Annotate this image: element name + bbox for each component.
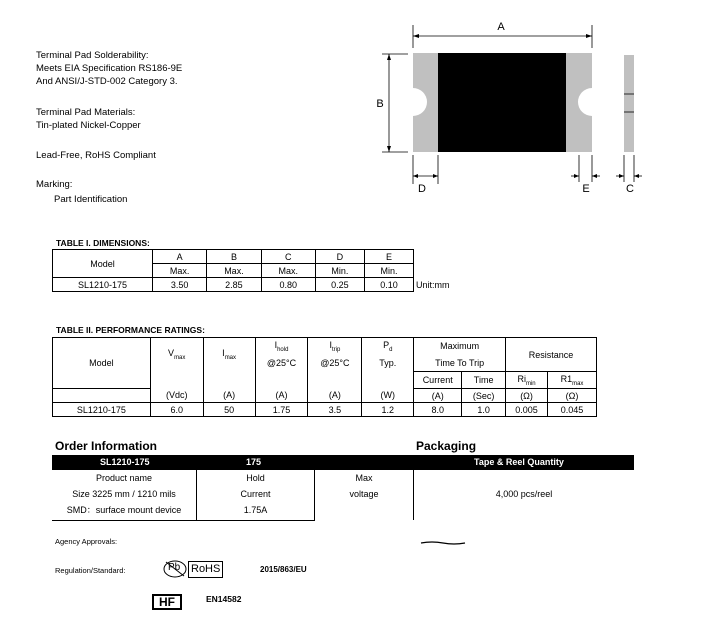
pd-spacer: [362, 372, 414, 389]
dimensions-model-header: Model: [53, 250, 153, 278]
dim-qual-b: Max.: [207, 264, 261, 278]
rimin-subscript: min: [525, 380, 536, 387]
dim-val-e: 0.10: [364, 278, 413, 292]
side-view: [624, 55, 634, 152]
dim-label-d: D: [418, 183, 426, 195]
imax-unit: (A): [203, 389, 255, 403]
dimensions-table: [52, 249, 414, 292]
resistance-header: Resistance: [506, 338, 597, 372]
dim-val-b: 2.85: [207, 278, 261, 292]
pd-subscript: d: [389, 346, 393, 353]
dim-col-a: A: [153, 250, 207, 264]
pd-value: 1.2: [362, 403, 414, 417]
pd-symbol: P: [383, 339, 390, 350]
compliance-note: Lead-Free, RoHS Compliant: [36, 150, 156, 161]
perf-itrip-header: [308, 338, 362, 355]
rimin-value: 0.005: [506, 403, 548, 417]
order-bar-model: SL1210-175: [100, 457, 150, 467]
ihold-symbol: I: [274, 339, 278, 350]
solderability-line1: Meets EIA Specification RS186-9E: [36, 63, 183, 74]
marking-title: Marking:: [36, 179, 73, 190]
order-col1: [52, 470, 197, 521]
materials-value: Tin-plated Nickel-Copper: [36, 120, 141, 131]
perf-vmax-header: [150, 338, 203, 372]
perf-imax-header: [203, 338, 255, 372]
vmax-subscript: max: [174, 355, 186, 362]
dim-label-b: B: [376, 98, 384, 110]
dim-label-c: C: [626, 183, 634, 195]
trip-time-unit: (Sec): [462, 389, 506, 403]
trip-time-label: Time: [462, 372, 506, 389]
dimensions-unit: Unit:mm: [416, 280, 450, 290]
dim-val-a: 3.50: [153, 278, 207, 292]
trip-time-value: 1.0: [462, 403, 506, 417]
trip-current-label: Current: [414, 372, 462, 389]
dim-val-d: 0.25: [315, 278, 364, 292]
performance-table: [52, 337, 597, 417]
ihold-cond: @25°C: [255, 355, 308, 372]
model-unit-spacer: [53, 389, 151, 403]
vmax-spacer: [150, 372, 203, 389]
rimin-symbol: Ri: [517, 373, 526, 384]
component-dimension-diagram: [370, 10, 660, 200]
dim-label-a: A: [497, 21, 505, 33]
ihold-subscript: hold: [277, 346, 289, 353]
pd-cond: Typ.: [362, 355, 414, 372]
dim-qual-e: Min.: [364, 264, 413, 278]
trip-time-header2: Time To Trip: [414, 355, 506, 372]
solderability-line2: And ANSI/J-STD-002 Category 3.: [36, 76, 178, 87]
dim-qual-c: Max.: [261, 264, 315, 278]
rohs-standard: 2015/863/EU: [260, 565, 307, 574]
dim-col-b: B: [207, 250, 261, 264]
order-col2-line3: 1.75A: [243, 505, 268, 515]
r1max-unit: (Ω): [548, 389, 597, 403]
component-body: [438, 53, 566, 152]
r1max-header: [548, 372, 597, 389]
ihold-value: 1.75: [255, 403, 308, 417]
dimensions-table-title: TABLE I. DIMENSIONS:: [56, 238, 150, 248]
itrip-value: 3.5: [308, 403, 362, 417]
r1max-symbol: R1: [560, 373, 573, 384]
r1max-value: 0.045: [548, 403, 597, 417]
order-col3-line2: voltage: [349, 489, 379, 499]
order-col1-line2: Size 3225 mm / 1210 mils: [72, 489, 176, 499]
hf-standard: EN14582: [206, 594, 242, 604]
vmax-symbol: V: [168, 348, 175, 359]
rimin-header: [506, 372, 548, 389]
imax-spacer: [203, 372, 255, 389]
solderability-title: Terminal Pad Solderability:: [36, 50, 149, 61]
marking-note: [36, 178, 127, 206]
performance-table-title: TABLE II. PERFORMANCE RATINGS:: [56, 325, 205, 335]
order-col1-line1: Product name: [95, 473, 153, 483]
vmax-unit: (Vdc): [150, 389, 203, 403]
dim-val-c: 0.80: [261, 278, 315, 292]
imax-subscript: max: [224, 355, 237, 362]
packaging-bar-label: Tape & Reel Quantity: [474, 457, 564, 467]
dim-qual-a: Max.: [153, 264, 207, 278]
dim-qual-d: Min.: [315, 264, 364, 278]
marking-value: Part Identification: [54, 194, 128, 205]
dim-col-c: C: [261, 250, 315, 264]
itrip-symbol: I: [329, 339, 332, 350]
order-col2: [197, 470, 315, 521]
materials-title: Terminal Pad Materials:: [36, 107, 136, 118]
pb-text: Pb: [168, 562, 181, 573]
order-col3: [315, 470, 414, 520]
order-details-block: [52, 470, 634, 520]
order-col3-line1: Max: [355, 473, 373, 483]
perf-model-header: Model: [53, 338, 151, 389]
perf-ihold-header: [255, 338, 308, 355]
r1max-subscript: max: [572, 380, 584, 387]
dim-model: SL1210-175: [53, 278, 153, 292]
vmax-value: 6.0: [150, 403, 203, 417]
itrip-cond: @25°C: [308, 355, 362, 372]
ihold-unit: (A): [255, 389, 308, 403]
materials-note: [36, 106, 141, 132]
dim-col-e: E: [364, 250, 413, 264]
order-header-bar: [52, 455, 634, 470]
pb-free-icon: [162, 560, 188, 578]
trip-current-value: 8.0: [414, 403, 462, 417]
itrip-subscript: trip: [331, 346, 341, 353]
order-col2-line2: Current: [240, 489, 271, 499]
agency-approval-mark: [420, 540, 466, 546]
perf-pd-header: [362, 338, 414, 355]
trip-current-unit: (A): [414, 389, 462, 403]
solderability-note: [36, 49, 182, 88]
imax-value: 50: [203, 403, 255, 417]
dim-label-e: E: [582, 183, 590, 195]
order-info-title: Order Information: [55, 439, 158, 453]
dim-col-d: D: [315, 250, 364, 264]
trip-time-header1: Maximum: [414, 338, 506, 355]
rimin-unit: (Ω): [506, 389, 548, 403]
order-col1-line3: SMD：surface mount device: [66, 505, 182, 515]
packaging-title: Packaging: [416, 439, 477, 453]
hf-badge: HF: [152, 594, 182, 610]
pd-unit: (W): [362, 389, 414, 403]
regulation-label: Regulation/Standard:: [55, 566, 126, 575]
perf-model: SL1210-175: [53, 403, 151, 417]
rohs-badge: RoHS: [188, 561, 223, 578]
agency-approvals-label: Agency Approvals:: [55, 537, 118, 546]
itrip-spacer: [308, 372, 362, 389]
itrip-unit: (A): [308, 389, 362, 403]
order-col2-line1: Hold: [246, 473, 265, 483]
ihold-spacer: [255, 372, 308, 389]
packaging-quantity: 4,000 pcs/reel: [495, 489, 553, 499]
order-bar-code: 175: [246, 457, 262, 467]
imax-symbol: I: [222, 348, 225, 359]
